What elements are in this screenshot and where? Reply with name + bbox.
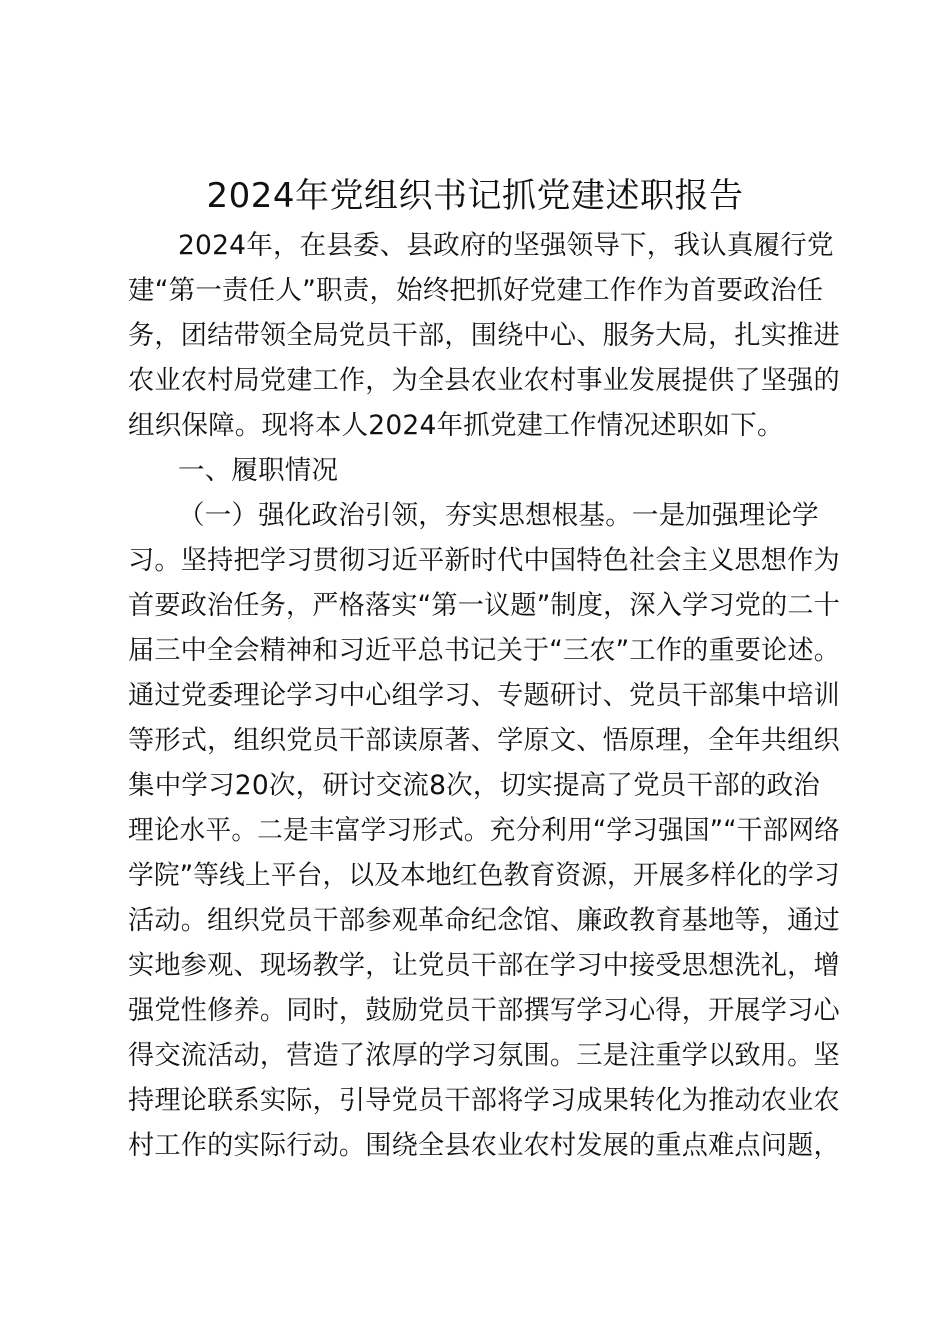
paragraph-2-line-2: 习。坚持把学习贯彻习近平新时代中国特色社会主义思想作为 [128,545,840,576]
paragraph-1-line-2: 建“第一责任人”职责，始终把抓好党建工作作为首要政治任 [128,275,824,306]
paragraph-2-line-15: 村工作的实际行动。围绕全县农业农村发展的重点难点问题， [128,1130,840,1161]
paragraph-2-line-7: 集中学习20次，研讨交流8次，切实提高了党员干部的政治 [128,770,820,801]
paragraph-2-line-4: 届三中全会精神和习近平总书记关于“三农”工作的重要论述。 [128,635,841,666]
paragraph-1-line-5: 组织保障。现将本人2024年抓党建工作情况述职如下。 [128,410,784,441]
section-heading: 一、履职情况 [178,455,339,486]
paragraph-2-line-11: 实地参观、现场教学，让党员干部在学习中接受思想洗礼，增 [128,950,840,981]
paragraph-2-line-14: 持理论联系实际，引导党员干部将学习成果转化为推动农业农 [128,1085,840,1116]
document-title: 2024年党组织书记抓党建述职报告 [206,176,744,216]
paragraph-2-line-1: （一）强化政治引领，夯实思想根基。一是加强理论学 [178,500,819,531]
paragraph-2-line-3: 首要政治任务，严格落实“第一议题”制度，深入学习党的二十 [128,590,841,621]
paragraph-2-line-8: 理论水平。二是丰富学习形式。充分利用“学习强国”“干部网络 [128,815,840,846]
paragraph-2-line-9: 学院”等线上平台，以及本地红色教育资源，开展多样化的学习 [128,860,840,891]
paragraph-2-line-12: 强党性修养。同时，鼓励党员干部撰写学习心得，开展学习心 [128,995,840,1026]
paragraph-1-line-4: 农业农村局党建工作，为全县农业农村事业发展提供了坚强的 [128,365,840,396]
paragraph-2-line-13: 得交流活动，营造了浓厚的学习氛围。三是注重学以致用。坚 [128,1040,840,1071]
paragraph-1-line-1: 2024年，在县委、县政府的坚强领导下，我认真履行党 [178,230,834,261]
paragraph-2-line-10: 活动。组织党员干部参观革命纪念馆、廉政教育基地等，通过 [128,905,840,936]
paragraph-2-line-5: 通过党委理论学习中心组学习、专题研讨、党员干部集中培训 [128,680,840,711]
paragraph-1-line-3: 务，团结带领全局党员干部，围绕中心、服务大局，扎实推进 [128,320,840,351]
paragraph-2-line-6: 等形式，组织党员干部读原著、学原文、悟原理，全年共组织 [128,725,840,756]
